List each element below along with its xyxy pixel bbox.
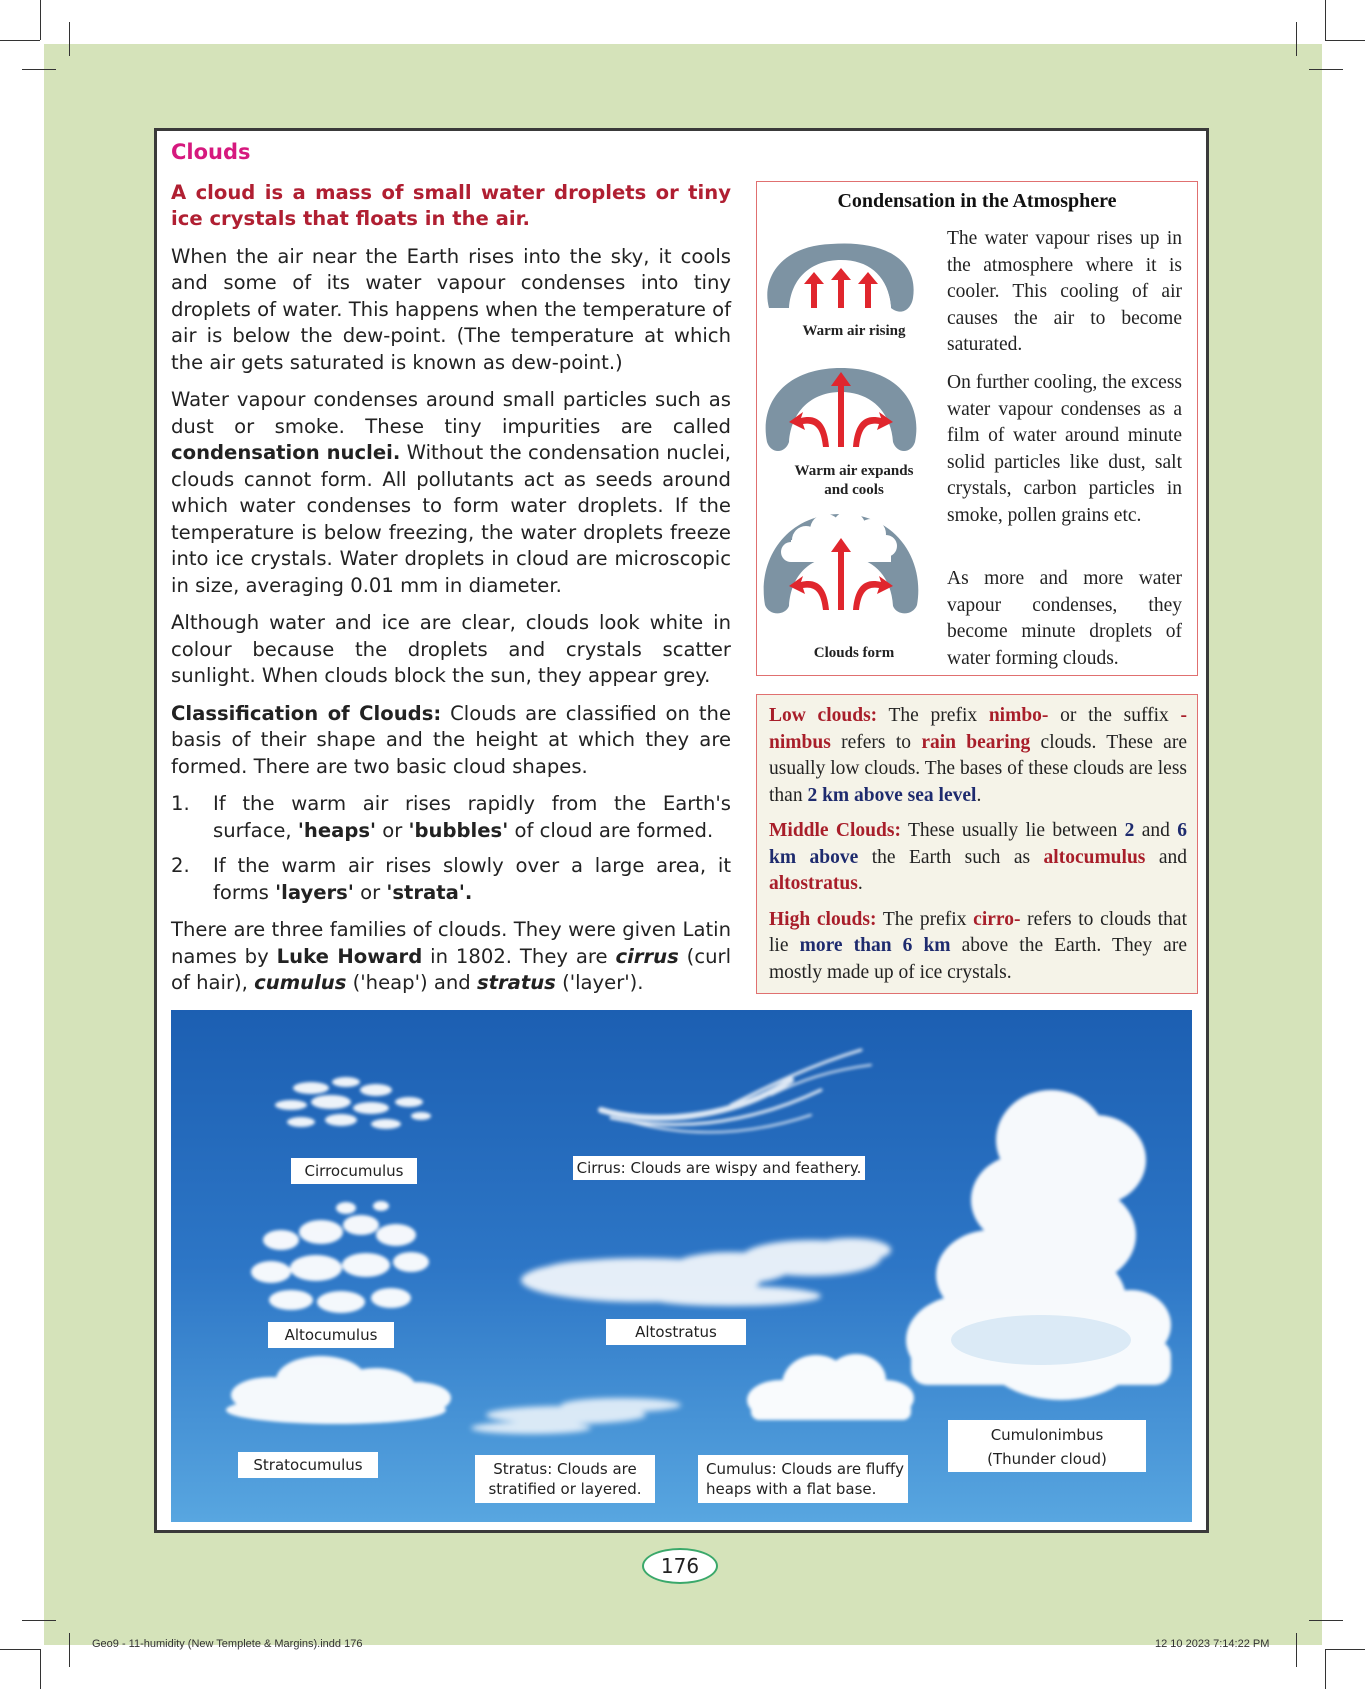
label-cirrocumulus: Cirrocumulus — [291, 1158, 417, 1184]
cloud-types-box — [756, 694, 1198, 994]
caption-warm-air-expands: Warm air expands and cools — [794, 463, 914, 498]
condensation-text-2: On further cooling, the excess water vapour condenses as a film of water around minute solid particles like dust, salt crystals, carbon particles in smoke, pollen grains etc. — [947, 372, 1182, 526]
label-altocumulus: Altocumulus — [268, 1322, 394, 1348]
altocumulus-cloud — [251, 1201, 429, 1313]
low-clouds-text: Low clouds: The prefix nimbo- or the suffix -nimbus refers to rain bearing clouds. These are usually low clouds. The bases of these clouds are less than 2 km above sea level. — [769, 705, 1187, 806]
warm-air-rising-diagram — [761, 238, 921, 318]
cirrocumulus-cloud — [275, 1077, 431, 1129]
content-box — [154, 128, 1209, 1533]
stratocumulus-cloud — [226, 1356, 451, 1424]
label-stratus: Stratus: Clouds are stratified or layered. — [475, 1455, 655, 1503]
cumulonimbus-shading — [951, 1315, 1131, 1365]
main-text-column — [171, 131, 731, 1008]
cirrus-cloud — [601, 1050, 871, 1132]
footer-timestamp: 12 10 2023 7:14:22 PM — [1155, 1638, 1270, 1650]
high-clouds-text: High clouds: The prefix cirro- refers to clouds that lie more than 6 km above the Earth. They are mostly made up of ice crystals. — [769, 908, 1188, 983]
paragraph-classification: Classification of Clouds: Clouds are classified on the basis of their shape and the height at which they are formed. There are two basic cloud shapes. — [171, 701, 732, 778]
list-item: 2. If the warm air rises slowly over a large area, it forms 'layers' or 'strata'. — [171, 854, 731, 904]
list-item: 1. If the warm air rises rapidly from the Earth's surface, 'heaps' or 'bubbles' of cloud are formed. — [171, 792, 731, 842]
cloud-definition: A cloud is a mass of small water droplets or tiny ice crystals that floats in the air. — [171, 180, 731, 230]
label-stratocumulus: Stratocumulus — [238, 1452, 378, 1478]
paragraph-nuclei: Water vapour condenses around small particles such as dust or smoke. These tiny impurities are called condensation nuclei. Without the condensation nuclei, clouds cannot form. All pollutants act as seeds around which water condenses to form water droplets. If the temperature is below freezing, the water droplets freeze into ice crystals. Water droplets in cloud are microscopic in size, averaging 0.01 mm in diameter. — [171, 388, 731, 597]
altostratus-cloud — [521, 1238, 891, 1306]
page-number: 176 — [642, 1548, 718, 1584]
footer-file-info: Geo9 - 11-humidity (New Templete & Margins).indd 176 — [92, 1638, 363, 1650]
paragraph-colour: Although water and ice are clear, clouds look white in colour because the droplets and crystals scatter sunlight. When clouds block the sun, they appear grey. — [171, 611, 731, 687]
label-cumulonimbus: Cumulonimbus (Thunder cloud) — [948, 1420, 1146, 1472]
label-altostratus: Altostratus — [606, 1319, 746, 1345]
caption-clouds-form: Clouds form — [813, 645, 895, 661]
cloud-shape-list — [171, 791, 731, 906]
section-heading: Clouds — [171, 140, 251, 164]
condensation-box — [756, 181, 1198, 676]
condensation-text-1: The water vapour rises up in the atmosphere where it is cooler. This cooling of air causes the air to become saturated. — [947, 228, 1182, 355]
condensation-text-3: As more and more water vapour condenses, they become minute droplets of water forming clouds. — [947, 568, 1182, 669]
caption-warm-air-rising: Warm air rising — [802, 323, 906, 339]
label-cumulus: Cumulus: Clouds are fluffy heaps with a flat base. — [698, 1455, 908, 1503]
cumulus-cloud — [747, 1354, 914, 1420]
condensation-title: Condensation in the Atmosphere — [837, 190, 1117, 212]
stratus-cloud — [471, 1398, 681, 1434]
warm-air-expands-diagram — [761, 362, 921, 457]
clouds-form-diagram — [761, 510, 921, 620]
paragraph-cooling: When the air near the Earth rises into the sky, it cools and some of its water vapour condenses into tiny droplets of water. This happens when the temperature of air is below the dew-point. (The temperature at which the air gets saturated is known as dew-point.) — [171, 244, 731, 374]
label-cirrus: Cirrus: Clouds are wispy and feathery. — [573, 1156, 865, 1180]
paragraph-families: There are three families of clouds. They were given Latin names by Luke Howard in 1802. They are cirrus (curl of hair), cumulus ('heap') and stratus ('layer'). — [171, 918, 732, 994]
middle-clouds-text: Middle Clouds: These usually lie between 2 and 6 km above the Earth such as altocumulus and altostratus. — [769, 820, 1187, 894]
cloud-types-illustration — [171, 1010, 1192, 1522]
